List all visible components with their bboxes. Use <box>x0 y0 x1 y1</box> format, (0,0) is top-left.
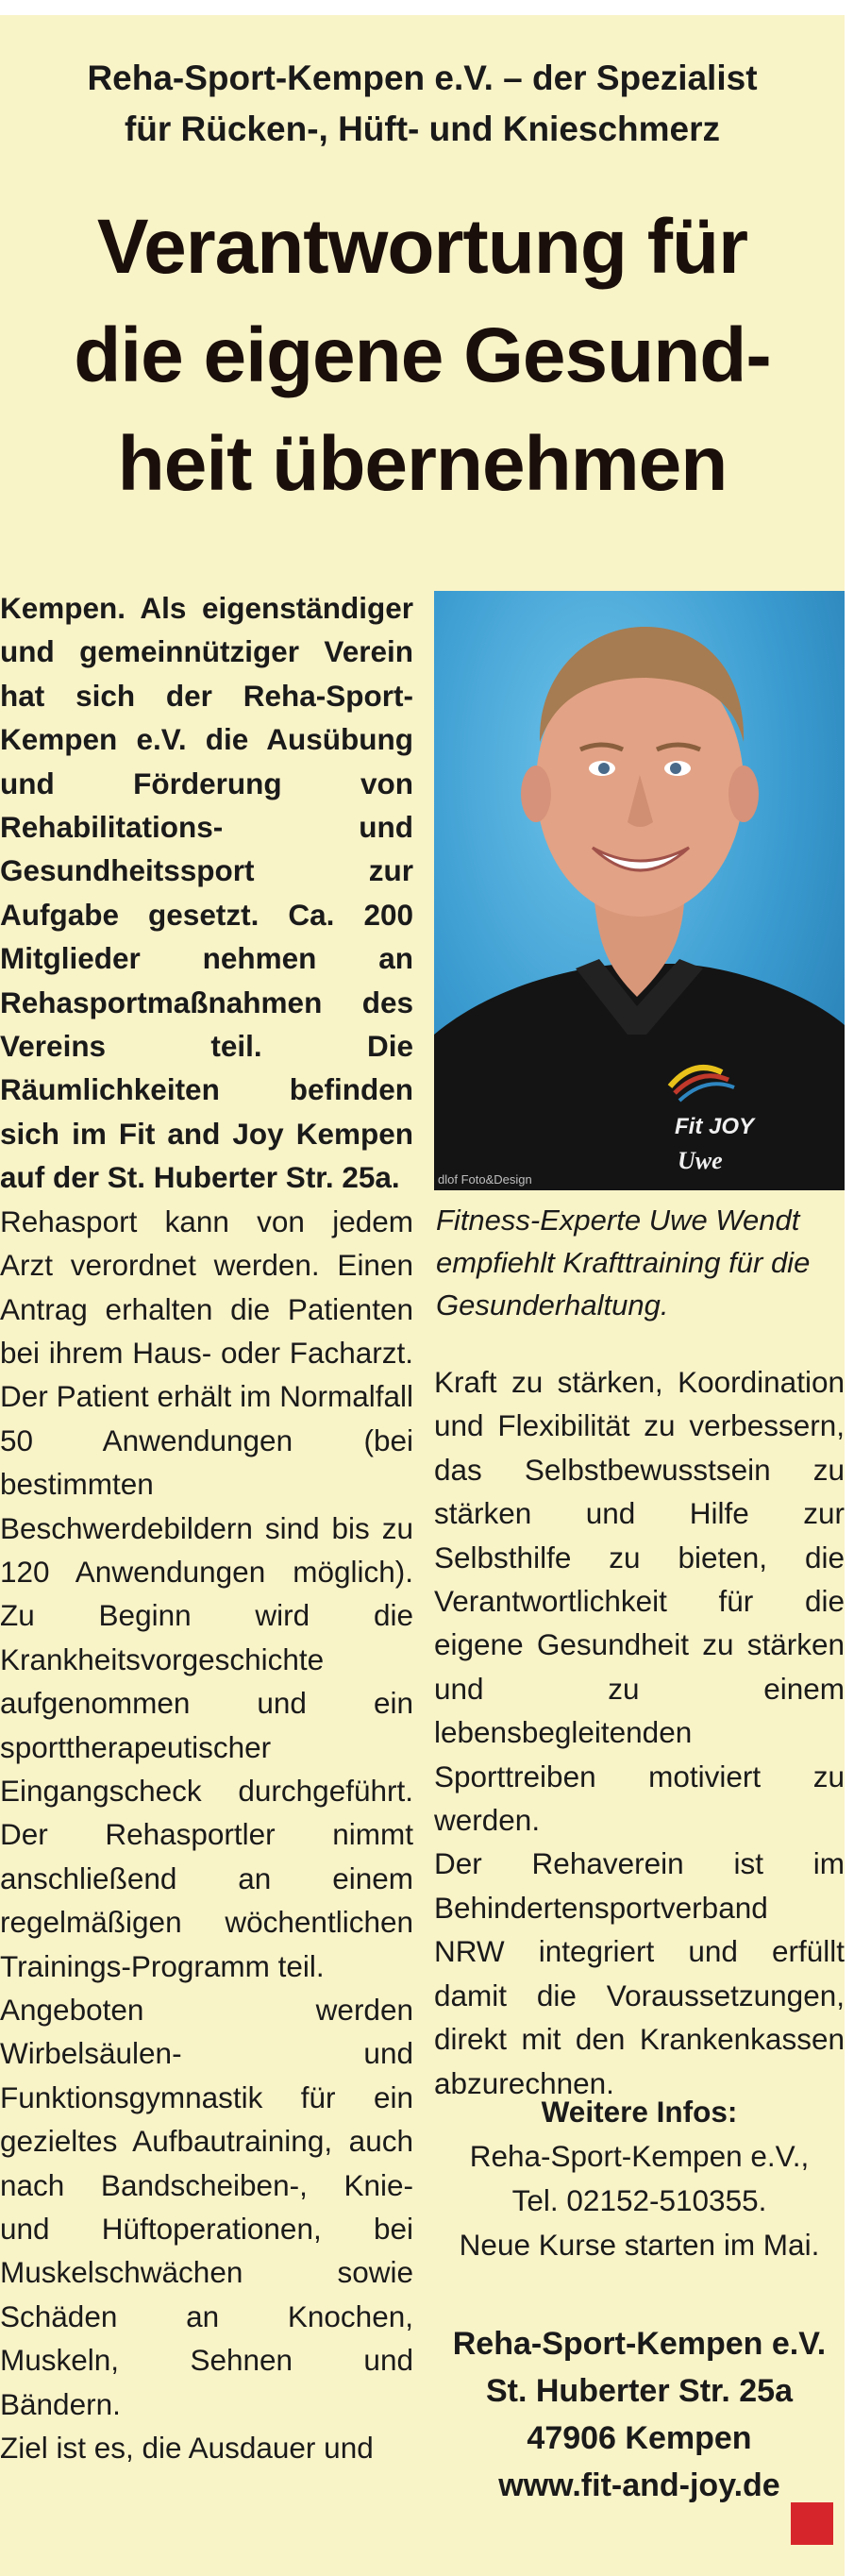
right-column <box>434 1360 845 2105</box>
headline-line-1: Verantwortung für <box>96 204 748 290</box>
headline-line-3: heit übernehmen <box>117 421 728 507</box>
headline <box>9 193 835 518</box>
portrait-illustration <box>434 591 845 1190</box>
address-city: 47906 Kempen <box>527 2420 752 2456</box>
body-paragraph: Angeboten werden Wirbelsäulen- und Funktionsgymnastik für ein gezieltes Aufbautraining, auch nach Bandscheiben-, Knie- und Hüftoperationen, bei Muskelschwächen sowie Schäden an Knochen, Muskeln, Sehnen und Bändern. <box>0 1993 413 2421</box>
left-column <box>0 586 413 2469</box>
shirt-logo-text: Fit JOY <box>675 1114 755 1139</box>
info-title: Weitere Infos: <box>541 2095 738 2129</box>
kicker-line-1: Reha-Sport-Kempen e.V. – der Spezialist <box>87 59 758 97</box>
address-name: Reha-Sport-Kempen e.V. <box>452 2326 827 2362</box>
headline-line-2: die eigene Gesund- <box>74 312 771 398</box>
article-page <box>0 15 845 2576</box>
kicker <box>19 53 826 155</box>
body-paragraph: Ziel ist es, die Ausdauer und <box>0 2431 374 2466</box>
website-link[interactable]: www.fit-and-joy.de <box>498 2467 780 2503</box>
address-block <box>434 2320 845 2509</box>
info-line: Reha-Sport-Kempen e.V., <box>469 2139 810 2173</box>
address-street: St. Huberter Str. 25a <box>485 2373 793 2409</box>
photo-credit: dlof Foto&Design <box>438 1172 532 1187</box>
body-paragraph: Der Rehaverein ist im Behindertensportverband NRW integriert und erfüllt damit die Voraussetzungen, direkt mit den Krankenkassen abzurechnen. <box>434 1846 845 2100</box>
end-mark-square <box>791 2502 833 2545</box>
body-paragraph: Kraft zu stärken, Koordination und Flexibilität zu verbessern, das Selbstbewusstsein zu stärken und Hilfe zur Selbsthilfe zu bieten, die Verantwortlichkeit für die eigene Gesundheit zu stärken und zu einem lebensbegleitenden Sporttreiben motiviert zu werden. <box>434 1365 845 1838</box>
info-line: Neue Kurse starten im Mai. <box>459 2228 820 2262</box>
lead-paragraph: Kempen. Als eigenständiger und gemeinnütziger Verein hat sich der Reha-Sport-Kempen e.V. die Ausübung und Förderung von Rehabilitations- und Gesundheitssport zur Aufgabe gesetzt. Ca. 200 Mitglieder nehmen an Rehasportmaßnahmen des Vereins teil. Die Räumlichkeiten befinden sich im Fit and Joy Kempen auf der St. Huberter Str. 25a. <box>0 591 413 1195</box>
kicker-line-2: für Rücken-, Hüft- und Knieschmerz <box>124 109 721 148</box>
body-paragraph: Rehasport kann von jedem Arzt verordnet werden. Einen Antrag erhalten die Patienten bei ihrem Haus- oder Facharzt. Der Patient erhält im Normalfall 50 Anwendungen (bei bestimmten Beschwerdebildern sind bis zu 120 Anwendungen möglich). Zu Beginn wird die Krankheitsvorgeschichte aufgenommen und ein sporttherapeutischer Eingangscheck durchgeführt. Der Rehasportler nimmt anschließend an einem regelmäßigen wöchentlichen Trainings-Programm teil. <box>0 1204 413 1983</box>
portrait-photo <box>434 591 845 1190</box>
info-phone: Tel. 02152-510355. <box>511 2183 767 2217</box>
shirt-name-text: Uwe <box>678 1147 723 1174</box>
info-box <box>434 2090 845 2267</box>
photo-caption: Fitness-Experte Uwe Wendt empfiehlt Krafttraining für die Gesunderhaltung. <box>436 1204 811 1322</box>
